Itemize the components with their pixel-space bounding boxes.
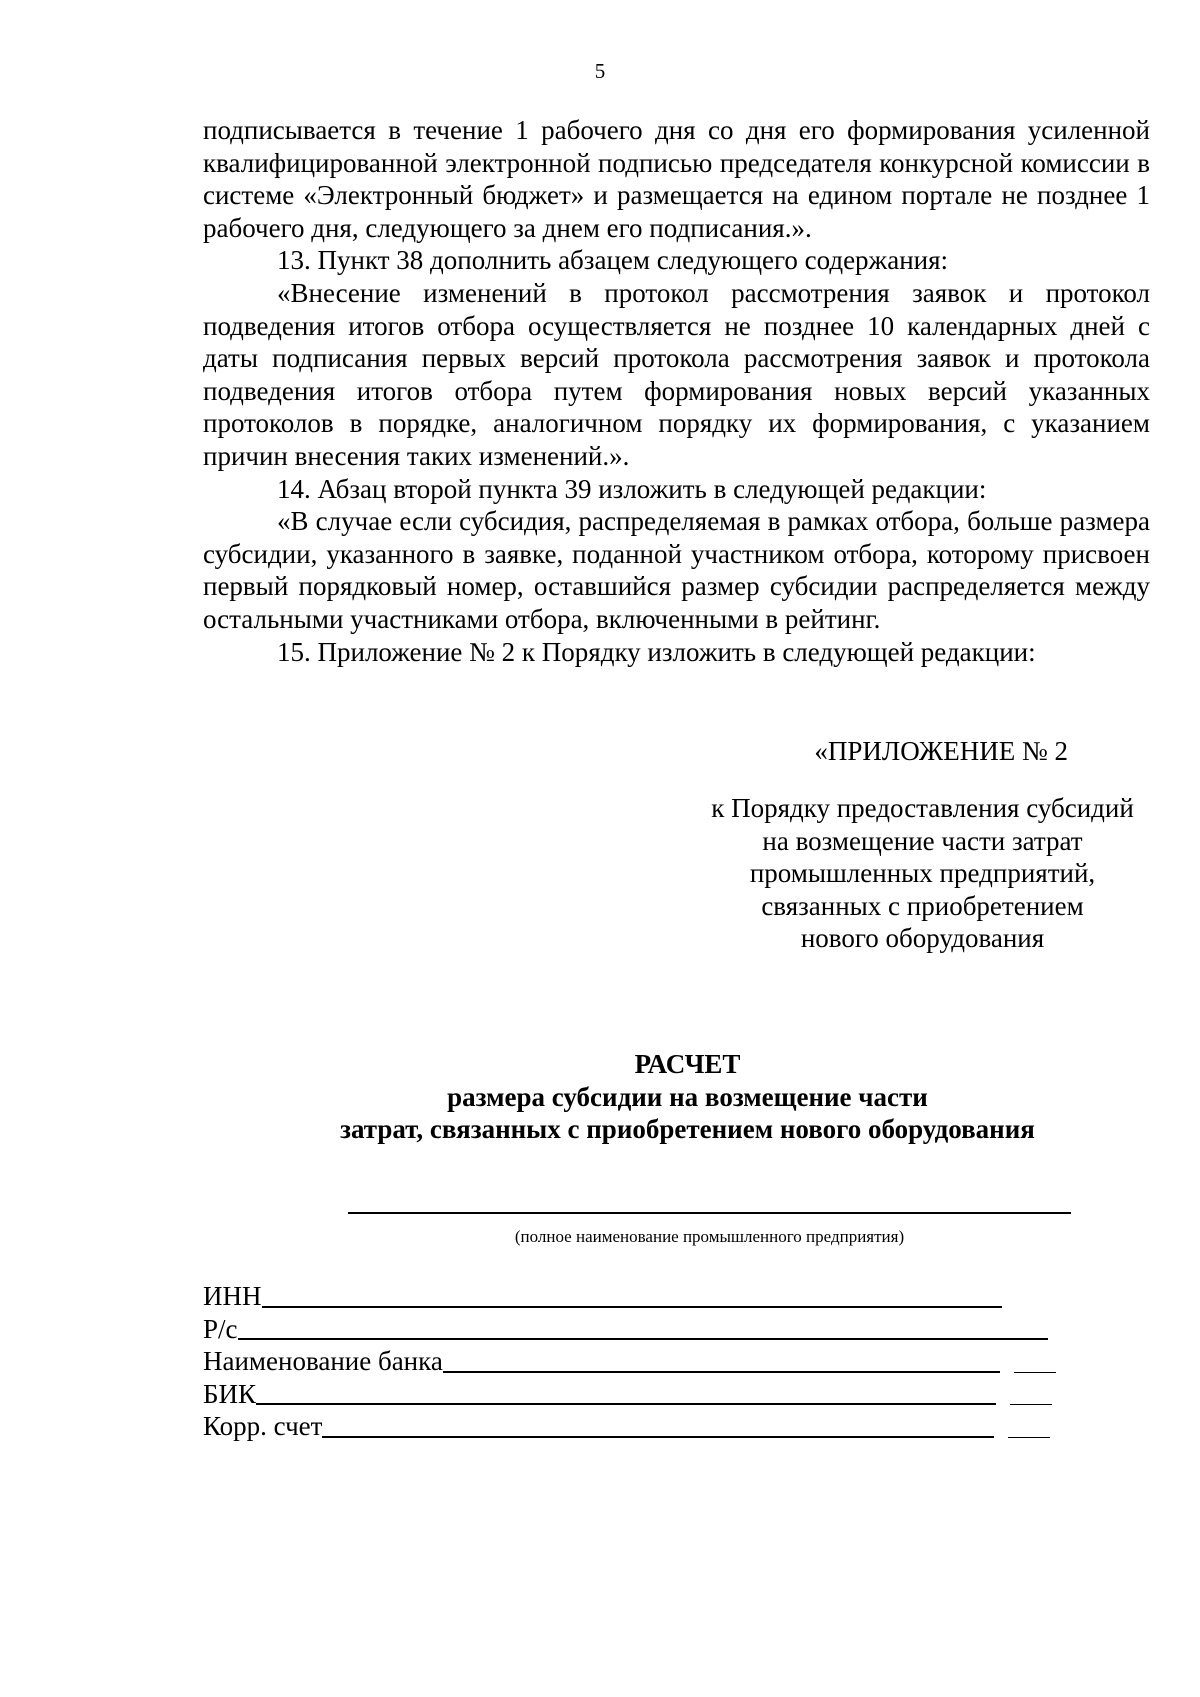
appendix-line: связанных с приобретением xyxy=(761,890,1084,921)
field-bank-name xyxy=(203,1345,1083,1378)
field-label: БИК xyxy=(203,1378,257,1409)
page-number: 5 xyxy=(594,59,606,83)
appendix-line: на возмещение части затрат xyxy=(762,825,1083,856)
field-label: ИНН xyxy=(203,1281,262,1311)
field-label: Р/с xyxy=(203,1313,238,1344)
calculation-title-line: РАСЧЕТ xyxy=(634,1049,741,1079)
org-name-caption: (полное наименование промышленного предприятия) xyxy=(514,1227,905,1246)
field-account xyxy=(203,1313,1083,1346)
appendix-line: промышленных предприятий, xyxy=(749,858,1096,888)
field-blank-line xyxy=(256,1403,996,1405)
field-tail-line xyxy=(1008,1437,1050,1438)
field-tail-line xyxy=(1010,1404,1052,1405)
calculation-title-line: размера субсидии на возмещение части xyxy=(447,1081,928,1112)
org-name-blank-line xyxy=(348,1212,1071,1214)
field-inn xyxy=(203,1280,1083,1313)
field-blank-line xyxy=(443,1371,1000,1373)
appendix-title: «ПРИЛОЖЕНИЕ № 2 xyxy=(814,736,1068,766)
field-blank-line xyxy=(238,1338,1048,1340)
field-label: Корр. счет xyxy=(203,1411,323,1442)
appendix-line: к Порядку предоставления субсидий xyxy=(711,793,1134,823)
document-body xyxy=(203,114,1150,668)
field-tail-line xyxy=(1014,1372,1056,1373)
calculation-title-line: затрат, связанных с приобретением нового оборудования xyxy=(340,1114,1035,1144)
paragraph-item-13: 13. Пункт 38 дополнить абзацем следующего содержания: xyxy=(277,245,949,276)
appendix-description xyxy=(680,792,1165,955)
field-corr-account xyxy=(203,1410,1083,1443)
paragraph-item-13-quote: «Внесение изменений в протокол рассмотрения заявок и протокол подведения итогов отбора осуществляется не позднее 10 календарных дней с даты подписания первых версий протокола рассмотрения заявок и протокола подведения итогов отбора путем формирования новых версий указанных протоколов в порядке, аналогичном порядку их формирования, с указанием причин внесения таких изменений.». xyxy=(203,277,1150,471)
calculation-title xyxy=(300,1048,1075,1146)
paragraph-continuation: подписывается в течение 1 рабочего дня со дня его формирования усиленной квалифицированной электронной подписью председателя конкурсной комиссии в системе «Электронный бюджет» и размещается на едином портале не позднее 1 рабочего дня, следующего за днем его подписания.». xyxy=(203,115,1150,243)
field-blank-line xyxy=(322,1436,994,1438)
field-bik xyxy=(203,1378,1083,1411)
paragraph-item-14-quote: «В случае если субсидия, распределяемая в рамках отбора, больше размера субсидии, указанного в заявке, поданной участником отбора, которому присвоен первый порядковый номер, оставшийся размер субсидии распределяется между остальными участниками отбора, включенными в рейтинг. xyxy=(203,506,1150,634)
field-blank-line xyxy=(262,1306,1002,1308)
requisites-fields xyxy=(203,1280,1083,1443)
paragraph-item-14: 14. Абзац второй пункта 39 изложить в следующей редакции: xyxy=(277,473,987,504)
paragraph-item-15: 15. Приложение № 2 к Порядку изложить в следующей редакции: xyxy=(277,636,1036,667)
appendix-line: нового оборудования xyxy=(800,923,1045,953)
field-label: Наименование банка xyxy=(203,1346,443,1377)
